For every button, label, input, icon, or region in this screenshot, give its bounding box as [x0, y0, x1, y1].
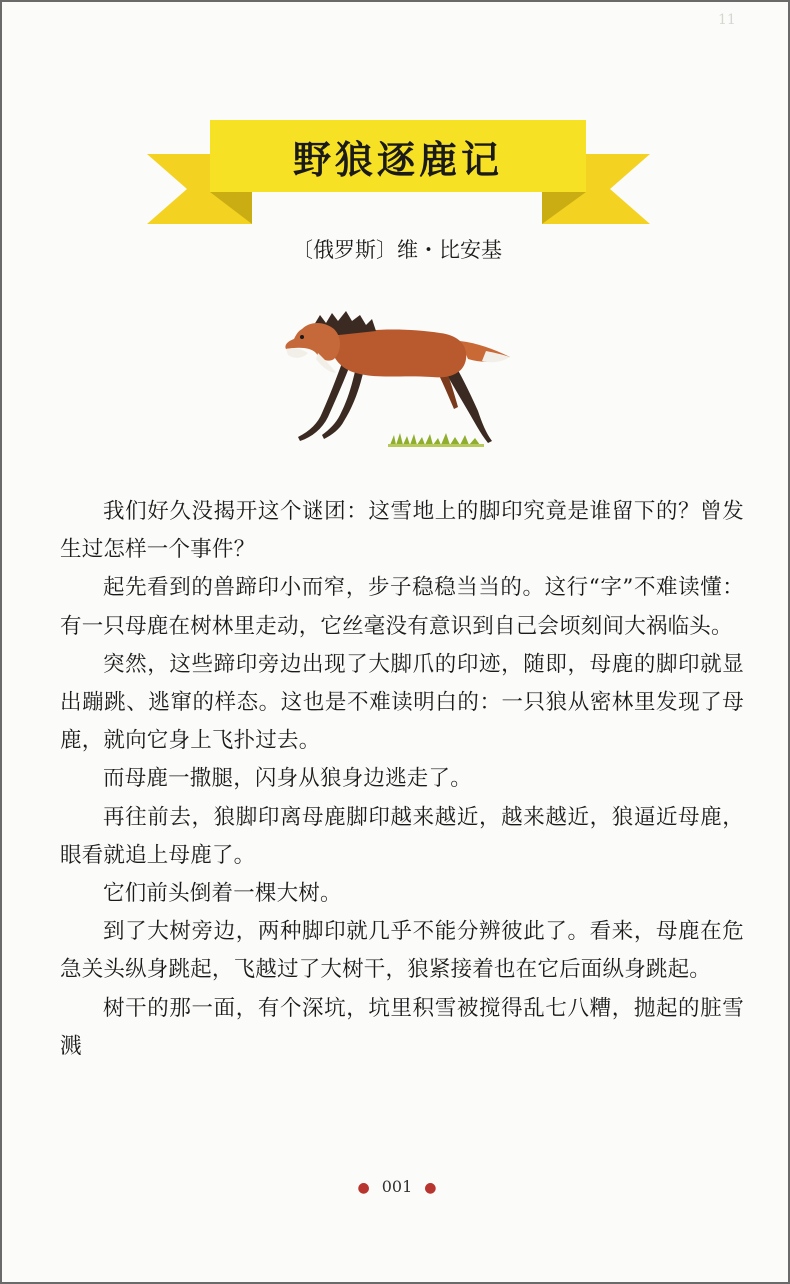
- wolf-illustration: [272, 307, 522, 452]
- paragraph: 我们好久没揭开这个谜团：这雪地上的脚印究竟是谁留下的？曾发生过怎样一个事件？: [60, 499, 744, 563]
- article-body: [60, 493, 744, 1066]
- page-number: 001: [381, 1177, 413, 1196]
- paragraph: 再往前去，狼脚印离母鹿脚印越来越近，越来越近，狼逼近母鹿，眼看就追上母鹿了。: [60, 804, 744, 868]
- paragraph: 它们前头倒着一棵大树。: [103, 881, 342, 907]
- wolf-front-leg: [298, 363, 350, 441]
- page-title: 野狼逐鹿记: [292, 137, 503, 182]
- paragraph: 到了大树旁边，两种脚印就几乎不能分辨彼此了。看来，母鹿在危急关头纵身跳起，飞越过了大树干，狼紧接着也在它后面纵身跳起。: [60, 919, 744, 983]
- author-line: 〔俄罗斯〕维・比安基: [292, 238, 502, 262]
- paragraph: 起先看到的兽蹄印小而窄，步子稳稳当当的。这行“字”不难读懂：有一只母鹿在树林里走动，它丝毫没有意识到自己会顷刻间大祸临头。: [60, 575, 744, 639]
- paragraph: 树干的那一面，有个深坑，坑里积雪被搅得乱七八糟，抛起的脏雪溅: [60, 995, 744, 1059]
- footer-dot-right-icon: ●: [424, 1180, 437, 1196]
- corner-mark: 11: [718, 12, 736, 28]
- paragraph: 突然，这些蹄印旁边出现了大脚爪的印迹，随即，母鹿的脚印就显出蹦跳、逃窜的样态。这也是不难读明白的：一只狼从密林里发现了母鹿，就向它身上飞扑过去。: [60, 651, 744, 754]
- wolf-body: [331, 330, 466, 378]
- footer-dot-left-icon: ●: [357, 1180, 370, 1196]
- grass-tuft: [388, 433, 484, 447]
- page-footer: [2, 1177, 790, 1196]
- paragraph: 而母鹿一撒腿，闪身从狼身边逃走了。: [103, 766, 472, 792]
